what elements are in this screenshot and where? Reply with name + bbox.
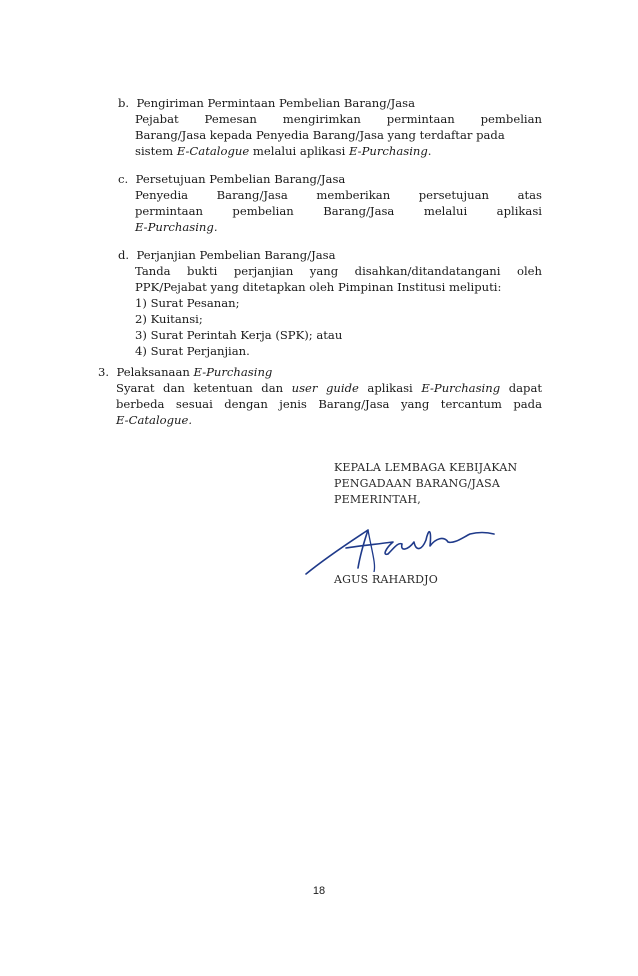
list-item: 2) Kuitansi; bbox=[135, 312, 203, 326]
list-item: 3) Surat Perintah Kerja (SPK); atau bbox=[135, 328, 343, 342]
section-c-title: Persetujuan Pembelian Barang/Jasa bbox=[135, 172, 346, 186]
section-b-line3-ecatalogue: E-Catalogue bbox=[176, 144, 250, 158]
section-d-heading bbox=[118, 247, 336, 263]
section-b-line3 bbox=[135, 143, 431, 159]
section-c-line2: permintaan pembelian Barang/Jasa melalui aplikasi bbox=[135, 204, 542, 218]
signatory-name: AGUS RAHARDJO bbox=[334, 573, 438, 586]
section-3-heading bbox=[98, 364, 272, 380]
section-3-title-epurchasing: E-Purchasing bbox=[193, 365, 273, 379]
section-3-line2: berbeda sesuai dengan jenis Barang/Jasa yang tercantum pada bbox=[116, 397, 542, 411]
section-3-marker: 3. bbox=[98, 365, 110, 379]
signatory-title-line1: KEPALA LEMBAGA KEBIJAKAN bbox=[334, 461, 518, 474]
section-b-marker: b. bbox=[118, 96, 130, 110]
page-number: 18 bbox=[312, 885, 326, 897]
section-d-title: Perjanjian Pembelian Barang/Jasa bbox=[136, 248, 336, 262]
section-3-line1-userguide: user guide bbox=[291, 381, 359, 395]
section-c-heading bbox=[118, 171, 345, 187]
section-d-line1: Tanda bukti perjanjian yang disahkan/ditandatangani oleh bbox=[135, 264, 542, 278]
section-3-line1 bbox=[116, 380, 542, 396]
section-3-title-text: Pelaksanaan bbox=[116, 365, 194, 379]
section-d-line2: PPK/Pejabat yang ditetapkan oleh Pimpinan Institusi meliputi: bbox=[135, 280, 502, 294]
section-b-line3-epurchasing: E-Purchasing bbox=[348, 144, 428, 158]
list-item: 1) Surat Pesanan; bbox=[135, 296, 240, 310]
section-b-line2: Barang/Jasa kepada Penyedia Barang/Jasa yang terdaftar pada bbox=[135, 128, 505, 142]
section-b-line3-period: . bbox=[427, 144, 432, 158]
section-3-line1-text1: Syarat dan ketentuan dan bbox=[116, 381, 292, 395]
section-d-marker: d. bbox=[118, 248, 130, 262]
section-b-title: Pengiriman Permintaan Pembelian Barang/Jasa bbox=[136, 96, 416, 110]
signatory-title-line2: PENGADAAN BARANG/JASA bbox=[334, 477, 501, 490]
section-c-line3: E-Purchasing. bbox=[135, 220, 218, 234]
section-c-marker: c. bbox=[118, 172, 129, 186]
section-3-line1-text2: aplikasi bbox=[367, 381, 422, 395]
section-b-line3-text2: melalui aplikasi bbox=[249, 144, 349, 158]
list-item: 4) Surat Perjanjian. bbox=[135, 344, 250, 358]
section-b-line3-text1: sistem bbox=[135, 144, 177, 158]
signatory-title-line3: PEMERINTAH, bbox=[334, 493, 421, 506]
section-3-line1-epurchasing: E-Purchasing bbox=[421, 381, 501, 395]
section-c-line1: Penyedia Barang/Jasa memberikan persetujuan atas bbox=[135, 188, 542, 202]
section-b-line1: Pejabat Pemesan mengirimkan permintaan pembelian bbox=[135, 112, 542, 126]
section-3-line1-text3: dapat bbox=[508, 381, 543, 395]
section-b-heading bbox=[118, 95, 415, 111]
section-3-line3: E-Catalogue. bbox=[116, 413, 193, 427]
